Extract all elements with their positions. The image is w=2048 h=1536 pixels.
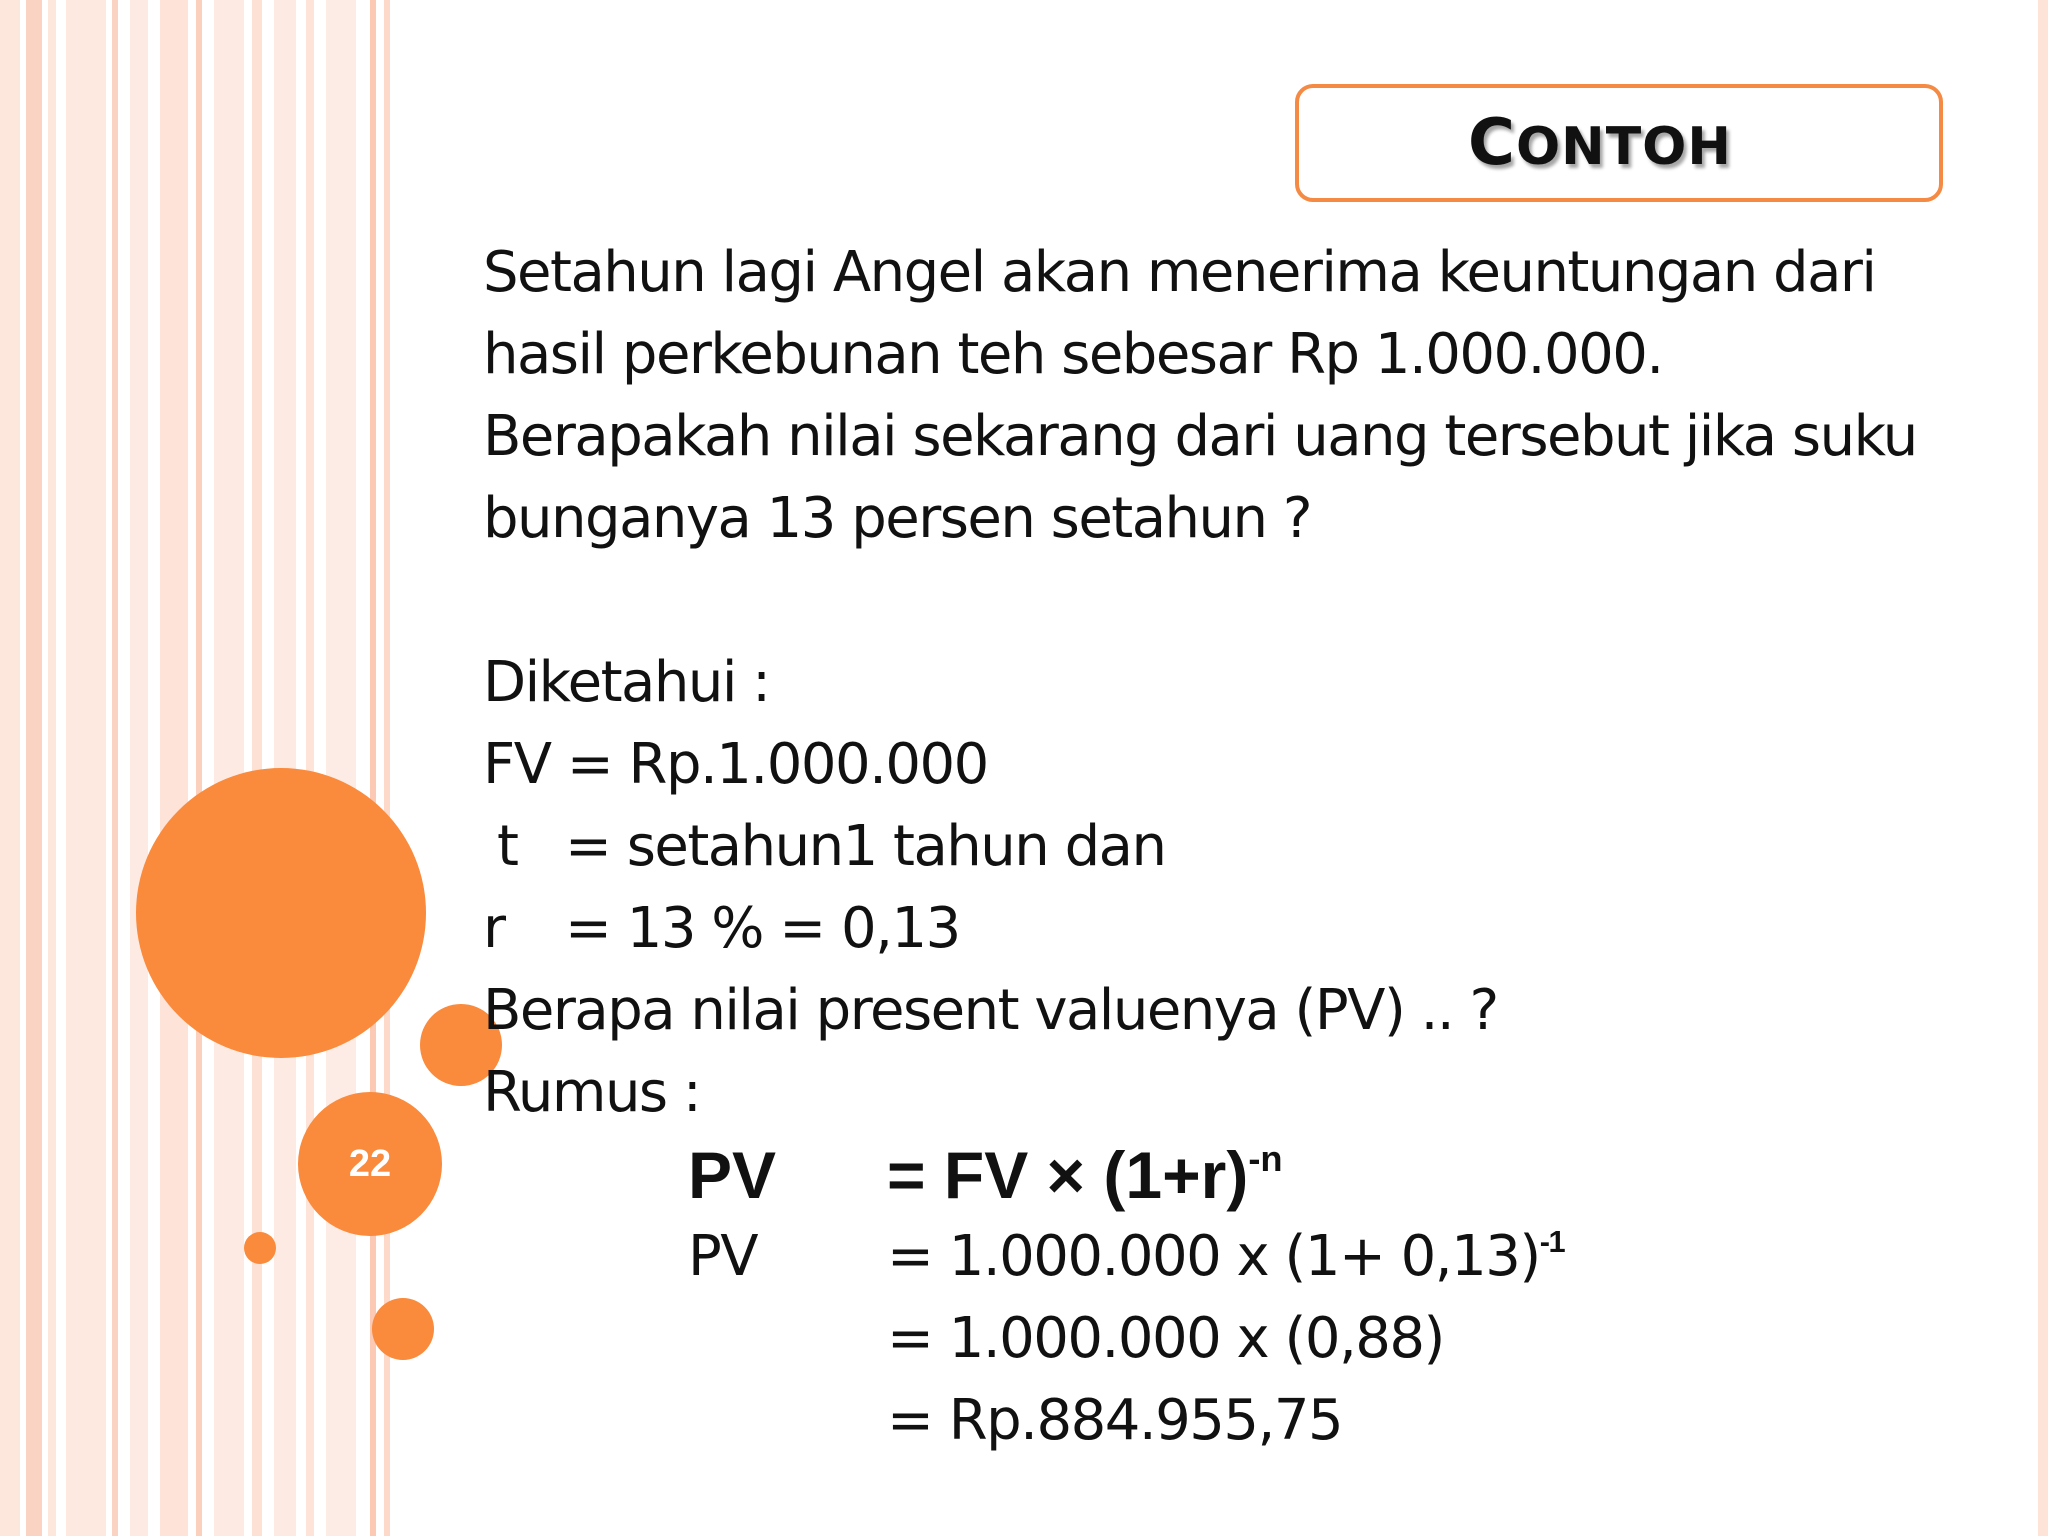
step2-rhs: = 1.000.000 x (0,88) <box>887 1306 1444 1371</box>
medium-small-circle <box>372 1298 434 1360</box>
result-rhs: = Rp.884.955,75 <box>887 1388 1343 1453</box>
large-circle <box>136 768 426 1058</box>
r-row <box>483 888 2003 970</box>
formula-step1 <box>483 1216 2003 1298</box>
t-row <box>483 806 2003 888</box>
formula-result <box>483 1380 2003 1462</box>
r-value: = 13 % = 0,13 <box>565 896 960 961</box>
known-label: Diketahui : <box>483 650 770 715</box>
page-number: 22 <box>348 1142 392 1185</box>
question-line: bunganya 13 persen setahun ? <box>483 486 1312 551</box>
formula-pv-label: PV <box>688 1138 777 1212</box>
formula-general-expression: = FV × (1+r) <box>887 1138 1249 1212</box>
step1-pv-label: PV <box>688 1224 758 1289</box>
formula-step2 <box>483 1298 2003 1380</box>
fv-line: FV = Rp.1.000.000 <box>483 732 988 797</box>
decorative-stripes <box>0 0 400 1536</box>
tiny-circle <box>244 1232 276 1264</box>
question-line: hasil perkebunan teh sebesar Rp 1.000.000. <box>483 322 1663 387</box>
formula-general-rhs <box>887 1134 1283 1216</box>
slide-title <box>1468 88 1732 198</box>
step1-exponent: -1 <box>1539 1223 1565 1259</box>
question-line: Berapakah nilai sekarang dari uang tersebut jika suku <box>483 404 1917 469</box>
t-label: t <box>497 814 518 879</box>
title-first-letter: C <box>1468 106 1516 180</box>
right-edge-stripe <box>2038 0 2048 1536</box>
pv-question: Berapa nilai present valuenya (PV) .. ? <box>483 978 1498 1043</box>
formula-general <box>483 1134 2003 1216</box>
title-rest: ONTOH <box>1515 117 1732 177</box>
r-label: r <box>483 896 505 961</box>
t-value: = setahun1 tahun dan <box>565 814 1166 879</box>
formula-label: Rumus : <box>483 1060 701 1125</box>
step1-expression: = 1.000.000 x (1+ 0,13) <box>887 1224 1540 1289</box>
question-line: Setahun lagi Angel akan menerima keuntungan dari <box>483 240 1876 305</box>
slide-content <box>483 232 2003 1462</box>
step1-rhs <box>887 1216 1564 1298</box>
formula-general-exponent: -n <box>1248 1137 1283 1179</box>
